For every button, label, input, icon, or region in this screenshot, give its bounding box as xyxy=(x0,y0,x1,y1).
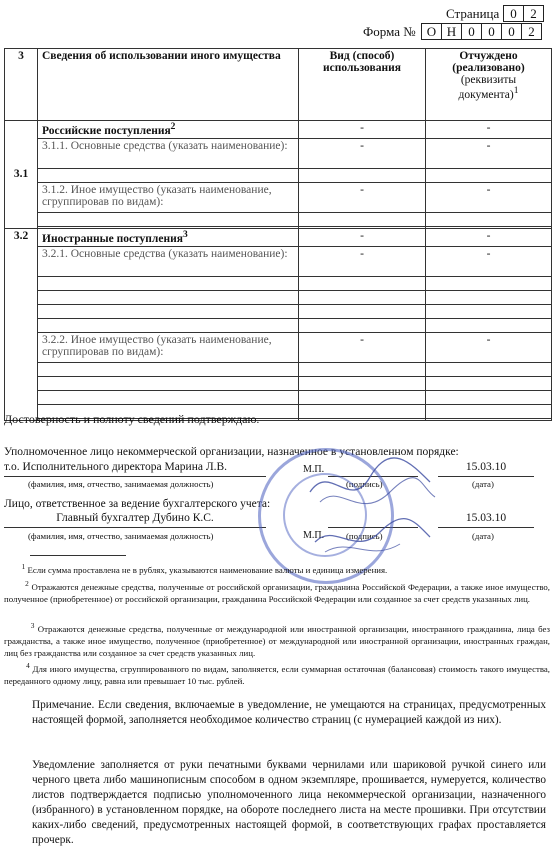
authorized-person: т.о. Исполнительного директора Марина Л.В. xyxy=(4,461,266,477)
row-title xyxy=(38,228,299,246)
authorized-mp: М.П. xyxy=(303,464,325,475)
row-label: 3.2.1. Основные средства (указать наименование): xyxy=(38,246,299,276)
footnote-marker: 3 xyxy=(30,621,35,630)
page-digit: 0 xyxy=(503,5,524,22)
authorized-date: 15.03.10 xyxy=(438,461,534,477)
table-row xyxy=(5,228,552,246)
dash-cell: - xyxy=(426,182,552,212)
form-digit: 0 xyxy=(481,23,502,40)
col-alienated-sup: 1 xyxy=(513,86,519,96)
note-pages: Примечание. Если сведения, включаемые в уведомление, не умещаются на страницах, предусмотренных настоящей формой, заполняется необходимое количество страниц (с нумерацией каждой из них). xyxy=(32,699,546,726)
signature-stroke xyxy=(310,458,430,492)
row-title-sup: 3 xyxy=(182,229,188,240)
dash-cell: - xyxy=(299,246,426,276)
col-use-header: Вид (способ) использования xyxy=(299,49,426,121)
row-number: 3.2 xyxy=(5,228,38,420)
table-row xyxy=(5,390,552,404)
accountant-mp: М.П. xyxy=(303,530,325,541)
signature-stroke xyxy=(325,544,400,552)
col-alienated-sub: (реквизиты документа) xyxy=(458,74,517,101)
accountant-caption-date: (дата) xyxy=(472,531,494,541)
row-label: 3.2.2. Иное имущество (указать наименование, сгруппировав по видам): xyxy=(38,332,299,362)
authorized-heading: Уполномоченное лицо некоммерческой организации, назначенное в установленном порядке: xyxy=(4,446,459,458)
footnote-separator xyxy=(30,555,126,556)
footnote-marker: 1 xyxy=(21,562,26,571)
dash-cell: - xyxy=(299,228,426,246)
table-row xyxy=(5,362,552,376)
footnote-4 xyxy=(4,660,550,687)
property-usage-table xyxy=(4,48,552,421)
dash-cell: - xyxy=(299,138,426,168)
row-label: 3.1.2. Иное имущество (указать наименование, сгруппировав по видам): xyxy=(38,182,299,212)
form-digit: Н xyxy=(441,23,462,40)
table-row xyxy=(5,168,552,182)
table-row xyxy=(5,212,552,226)
dash-cell: - xyxy=(426,228,552,246)
accountant-date: 15.03.10 xyxy=(438,512,534,528)
table-row xyxy=(5,138,552,168)
form-digit: О xyxy=(421,23,442,40)
footnote-text: Если сумма проставлена не в рублях, указываются наименование валюты и единица измерения. xyxy=(27,564,388,575)
section-number: 3 xyxy=(5,49,38,121)
dash-cell: - xyxy=(426,332,552,362)
dash-cell: - xyxy=(299,121,426,139)
form-digit: 0 xyxy=(461,23,482,40)
note-filling: Уведомление заполняется от руки печатными буквами чернилами или шариковой ручкой синего или черного цвета либо машинописным способом в одном экземпляре, прошивается, нумеруется, количество листов подтверждается подписью уполномоченного лица некоммерческой организации, назначенного (избранного) в установленном порядке, на обороте последнего листа на месте прошивки. При отсутствии каких-либо сведений, предусмотренных настоящей формой, в соответствующих графах проставляется прочерк. xyxy=(32,759,546,846)
row-title xyxy=(38,121,299,139)
table-row xyxy=(5,332,552,362)
col-alienated-title: Отчуждено (реализовано) xyxy=(452,50,525,74)
accountant-heading: Лицо, ответственное за ведение бухгалтерского учета: xyxy=(4,498,271,510)
form-digit: 2 xyxy=(521,23,542,40)
signature-scribbles xyxy=(300,452,440,562)
footnote-marker: 2 xyxy=(25,579,29,588)
table-row xyxy=(5,304,552,318)
dash-cell: - xyxy=(426,246,552,276)
table-header-row xyxy=(5,49,552,121)
table-row xyxy=(5,318,552,332)
authorized-caption-sign: (подпись) xyxy=(346,479,383,489)
page-number-boxes xyxy=(504,5,544,23)
page-label: Страница xyxy=(446,6,500,21)
footnote-1 xyxy=(4,561,550,576)
authorized-caption-name: (фамилия, имя, отчество, занимаемая должность) xyxy=(28,479,214,489)
page-digit: 2 xyxy=(523,5,544,22)
authorized-caption-date: (дата) xyxy=(472,479,494,489)
row-number: 3.1 xyxy=(5,121,38,229)
form-label: Форма № xyxy=(363,24,416,39)
table-row xyxy=(5,290,552,304)
dash-cell: - xyxy=(426,121,552,139)
signature-stroke xyxy=(320,478,435,504)
signature-stroke xyxy=(315,519,430,542)
accountant-person: Главный бухгалтер Дубино К.С. xyxy=(4,512,266,528)
row-title-text: Иностранные поступления xyxy=(42,232,183,245)
dash-cell: - xyxy=(426,138,552,168)
row-title-sup: 2 xyxy=(170,122,176,132)
col-alienated-header xyxy=(426,49,552,121)
dash-cell: - xyxy=(299,332,426,362)
footnote-3 xyxy=(4,620,550,659)
footnote-text: Для иного имущества, сгруппированного по видам, заполняется, если суммарная остаточная (балансовая) стоимость такого имущества, переданного одному лицу, равна или превышает 10 тыс. рублей. xyxy=(4,663,551,686)
footnote-text: Отражаются денежные средства, полученные от российской организации, гражданина Российской Федерации, а также иное имущество, полученное (приобретенное) от российской организации, гражданина Российской Федерации или созданное за счет средств указанных лиц. xyxy=(4,581,551,604)
row-title-text: Российские поступления xyxy=(42,124,171,137)
footnote-2 xyxy=(4,578,550,605)
footnote-marker: 4 xyxy=(26,661,30,670)
table-row xyxy=(5,121,552,139)
footnote-text: Отражаются денежные средства, полученные от международной или иностранной организации, иностранного гражданина, лица без гражданства, а также иное имущество, полученное (приобретенное) от международной или иностранной организации, иностранных граждан, лиц без гражданства или созданное за счет средств указанных лиц. xyxy=(4,623,550,658)
form-digit: 0 xyxy=(501,23,522,40)
table-row xyxy=(5,276,552,290)
row-label: 3.1.1. Основные средства (указать наименование): xyxy=(38,138,299,168)
table-row xyxy=(5,246,552,276)
section-title: Сведения об использовании иного имущества xyxy=(38,49,299,121)
form-number-boxes xyxy=(422,23,542,41)
table-row xyxy=(5,182,552,212)
table-row xyxy=(5,376,552,390)
dash-cell: - xyxy=(299,182,426,212)
confirmation-text: Достоверность и полноту сведений подтверждаю. xyxy=(4,412,260,426)
accountant-caption-sign: (подпись) xyxy=(346,531,383,541)
accountant-caption-name: (фамилия, имя, отчество, занимаемая должность) xyxy=(28,531,214,541)
